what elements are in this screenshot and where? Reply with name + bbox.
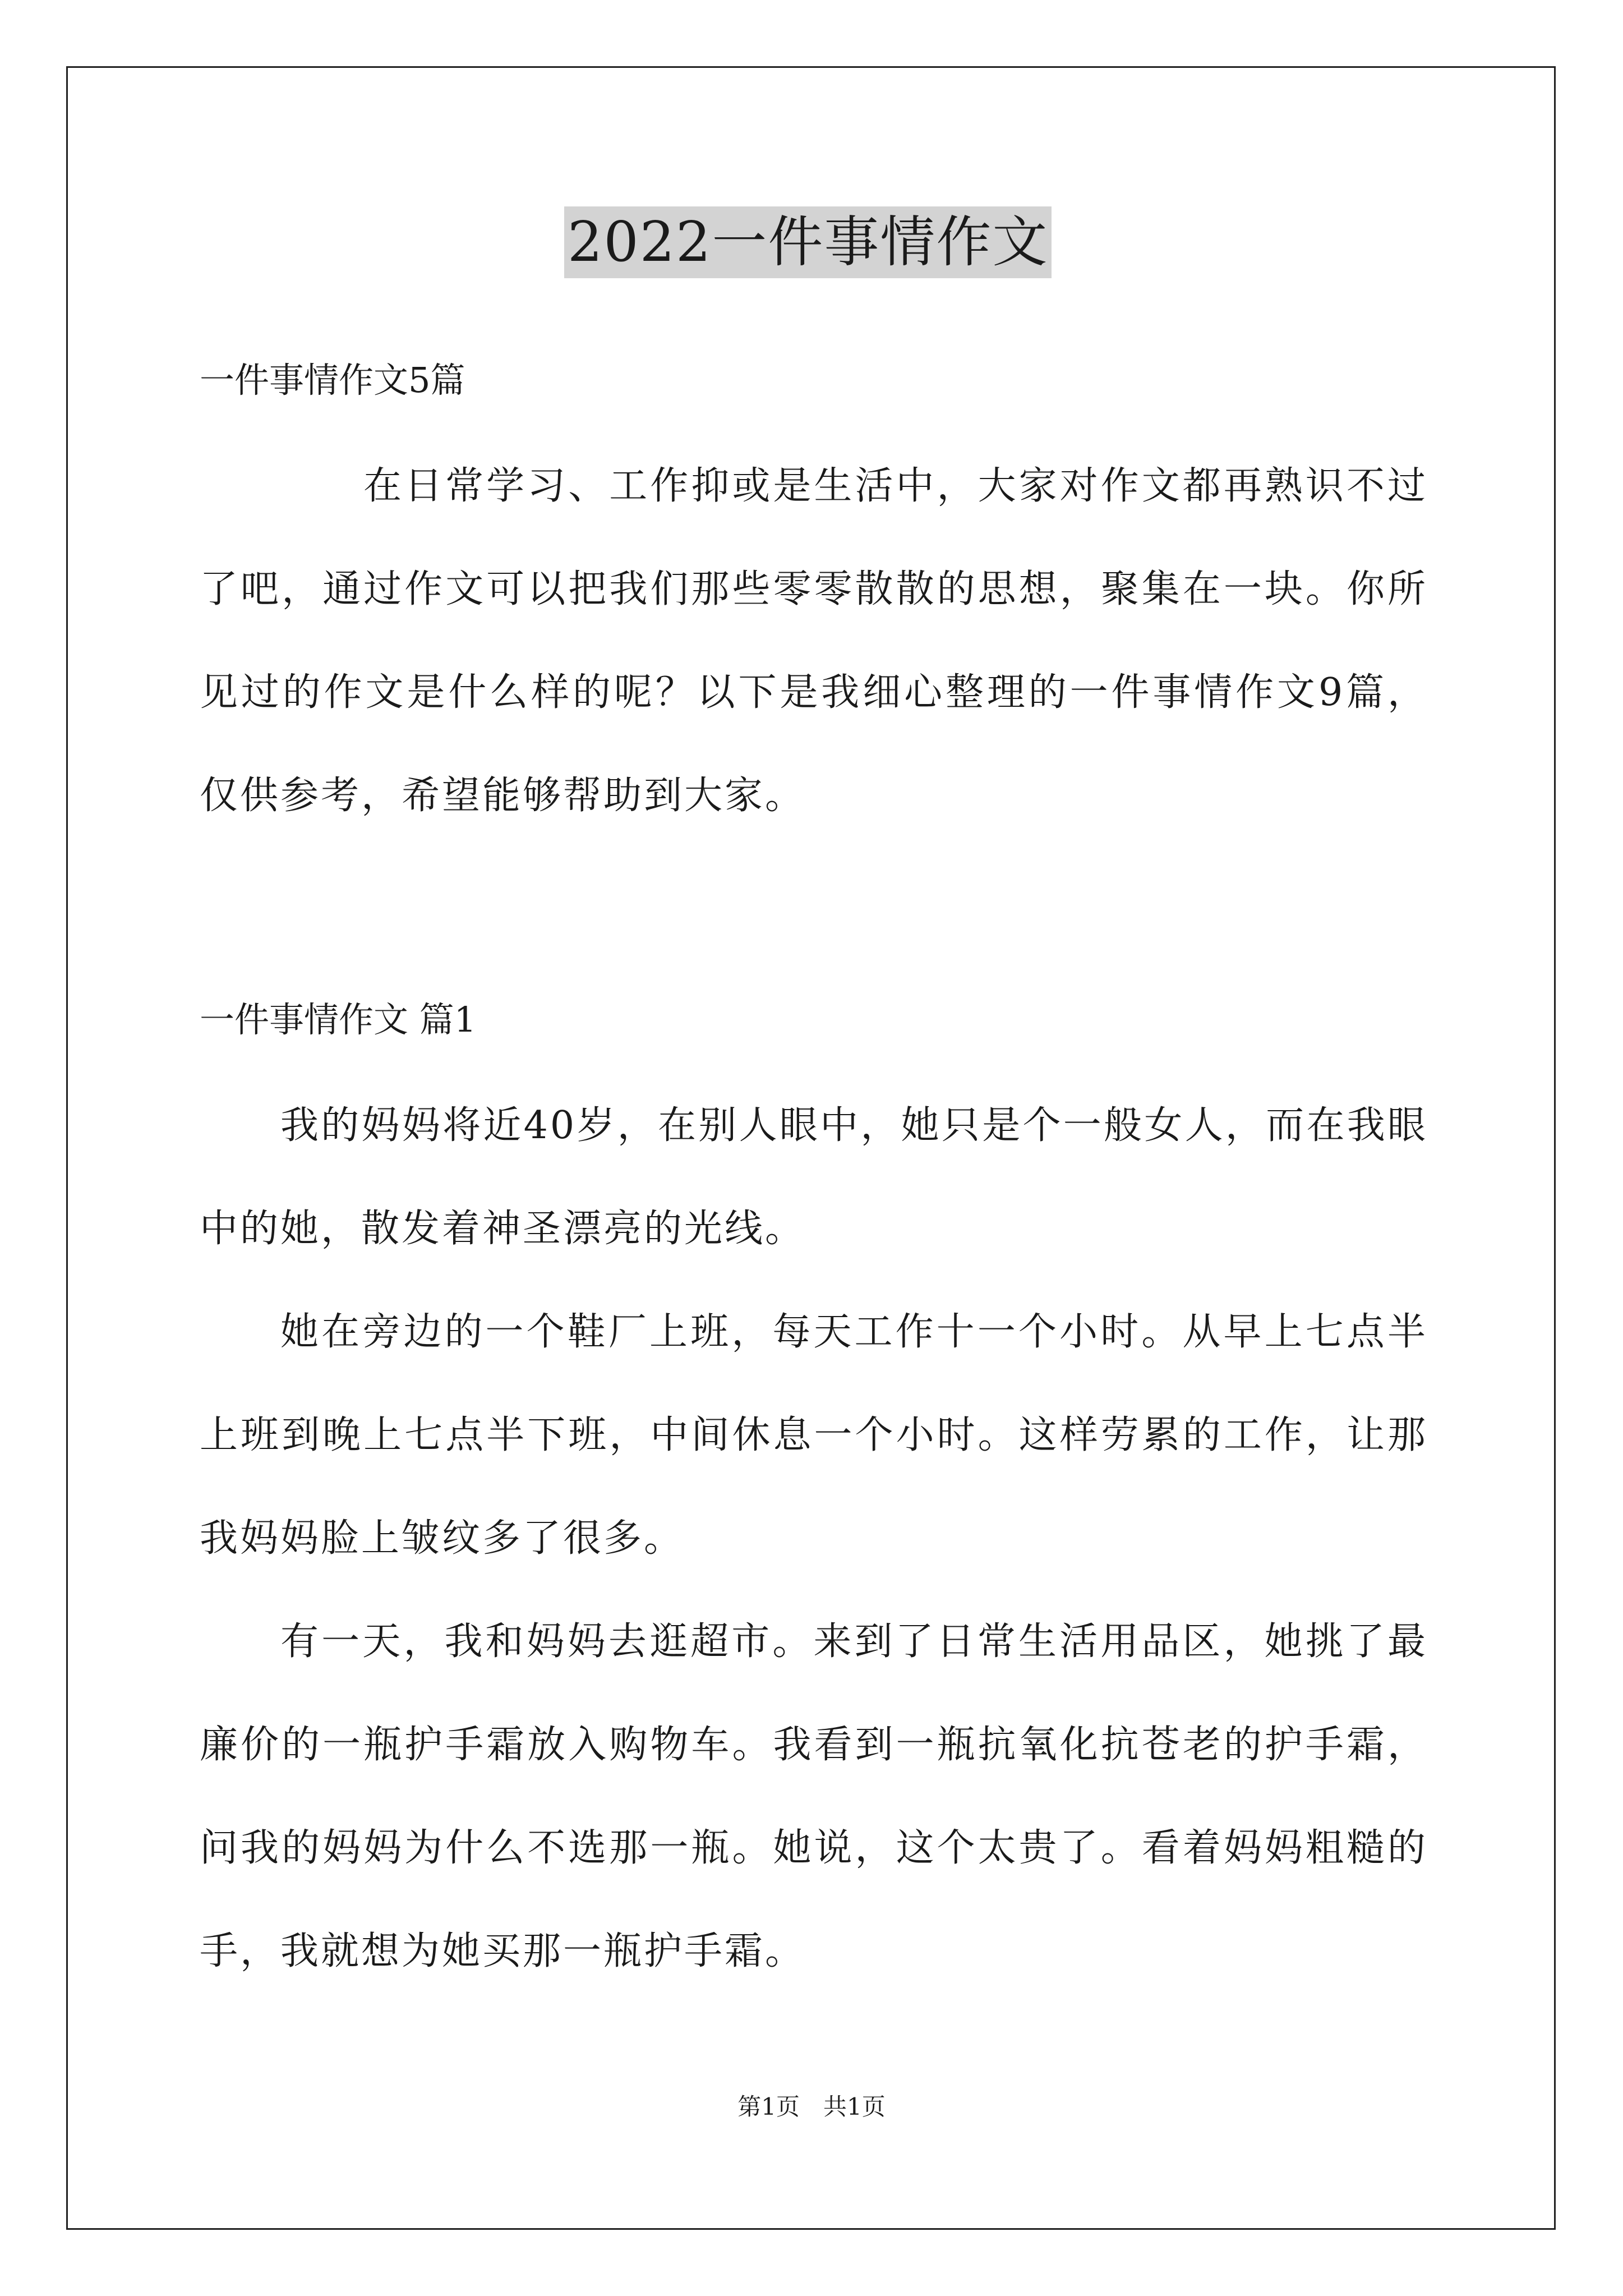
section-heading: 一件事情作文 篇1 bbox=[200, 999, 477, 1040]
body-paragraph: 她在旁边的一个鞋厂上班，每天工作十一个小时。从早上七点半上班到晚上七点半下班，中间休息一个小时。这样劳累的工作，让那我妈妈脸上皱纹多了很多。 bbox=[200, 1310, 1428, 1561]
intro-paragraph: 在日常学习、工作抑或是生活中，大家对作文都再熟识不过了吧，通过作文可以把我们那些零零散散的思想，聚集在一块。你所见过的作文是什么样的呢？以下是我细心整理的一件事情作文9篇，仅供参考，希望能够帮助到大家。 bbox=[200, 464, 1428, 818]
body-paragraph: 有一天，我和妈妈去逛超市。来到了日常生活用品区，她挑了最廉价的一瓶护手霜放入购物车。我看到一瓶抗氧化抗苍老的护手霜，问我的妈妈为什么不选那一瓶。她说，这个太贵了。看着妈妈粗糙的手，我就想为她买那一瓶护手霜。 bbox=[200, 1619, 1428, 1973]
page-footer: 第1页 共1页 bbox=[737, 2093, 886, 2120]
intro-heading: 一件事情作文5篇 bbox=[200, 360, 465, 401]
document-title: 2022一件事情作文 bbox=[564, 206, 1052, 278]
body-paragraph: 我的妈妈将近40岁，在别人眼中，她只是个一般女人，而在我眼中的她，散发着神圣漂亮的光线。 bbox=[200, 1103, 1428, 1251]
